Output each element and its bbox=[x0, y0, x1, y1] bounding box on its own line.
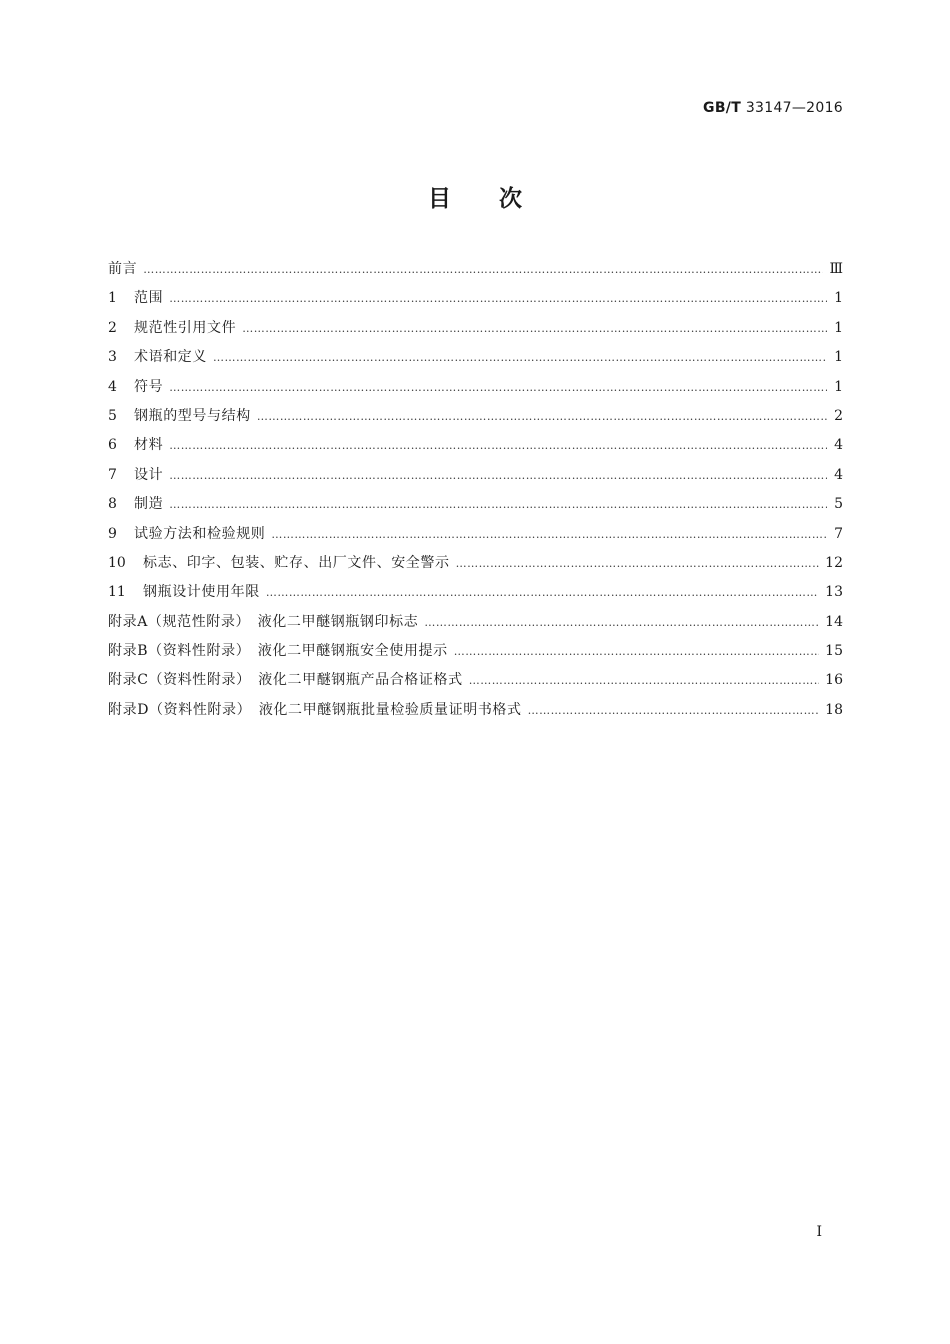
toc-entry-page: 15 bbox=[825, 643, 843, 660]
toc-entry-text: 标志、印字、包装、贮存、出厂文件、安全警示 bbox=[143, 554, 450, 571]
toc-entry-foreword[interactable] bbox=[108, 258, 843, 287]
toc-entry-text: 制造 bbox=[134, 496, 164, 513]
toc-entry-page: 7 bbox=[834, 525, 843, 542]
toc-entry-page: 14 bbox=[825, 613, 843, 630]
toc-entry-page: 5 bbox=[834, 496, 843, 513]
toc-entry-page: 1 bbox=[834, 349, 843, 366]
toc-entry-page: 1 bbox=[834, 378, 843, 395]
toc-leader-dots bbox=[528, 704, 820, 717]
toc-entry-number: 7 bbox=[108, 466, 117, 483]
toc-leader-dots bbox=[143, 263, 823, 276]
toc-leader-dots bbox=[456, 557, 820, 570]
toc-leader-dots bbox=[213, 351, 827, 364]
toc-leader-dots bbox=[242, 322, 827, 335]
toc-entry-number: 1 bbox=[108, 290, 117, 307]
toc-entry-number: 10 bbox=[108, 554, 126, 571]
toc-entry-text: 附录A（规范性附录） 液化二甲醚钢瓶钢印标志 bbox=[108, 613, 419, 630]
toc-entry-appendix-d[interactable] bbox=[108, 699, 843, 728]
toc-leader-dots bbox=[169, 498, 827, 511]
toc-entry-page: 1 bbox=[834, 290, 843, 307]
toc-entry-number: 8 bbox=[108, 496, 117, 513]
table-of-contents bbox=[108, 258, 843, 728]
toc-leader-dots bbox=[169, 439, 827, 452]
toc-entry-text: 试验方法和检验规则 bbox=[134, 525, 266, 542]
toc-entry-3[interactable] bbox=[108, 346, 843, 375]
toc-entry-number: 2 bbox=[108, 319, 117, 336]
toc-leader-dots bbox=[454, 645, 819, 658]
toc-entry-page: 4 bbox=[834, 466, 843, 483]
toc-entry-text: 范围 bbox=[134, 290, 164, 307]
toc-entry-number: 6 bbox=[108, 437, 117, 454]
standard-code-prefix: GB/T bbox=[703, 100, 742, 116]
toc-entry-text: 术语和定义 bbox=[134, 349, 207, 366]
toc-entry-number: 3 bbox=[108, 349, 117, 366]
toc-entry-8[interactable] bbox=[108, 493, 843, 522]
standard-code-number: 33147—2016 bbox=[745, 100, 843, 116]
toc-entry-appendix-b[interactable] bbox=[108, 640, 843, 669]
toc-entry-number: 4 bbox=[108, 378, 117, 395]
toc-leader-dots bbox=[169, 292, 827, 305]
toc-leader-dots bbox=[257, 410, 827, 423]
toc-entry-appendix-c[interactable] bbox=[108, 669, 843, 698]
page-number: I bbox=[816, 1224, 822, 1240]
toc-entry-10[interactable] bbox=[108, 552, 843, 581]
toc-entry-text: 钢瓶设计使用年限 bbox=[143, 584, 260, 601]
toc-leader-dots bbox=[169, 381, 827, 394]
toc-entry-number: 11 bbox=[108, 584, 126, 601]
toc-leader-dots bbox=[469, 674, 819, 687]
standard-code bbox=[703, 100, 843, 116]
toc-entry-text: 规范性引用文件 bbox=[134, 319, 237, 336]
toc-entry-page: 16 bbox=[825, 672, 843, 689]
toc-entry-appendix-a[interactable] bbox=[108, 611, 843, 640]
toc-entry-5[interactable] bbox=[108, 405, 843, 434]
toc-entry-page: 18 bbox=[825, 701, 843, 718]
toc-entry-number: 9 bbox=[108, 525, 117, 542]
toc-leader-dots bbox=[266, 586, 819, 599]
toc-entry-text: 附录B（资料性附录） 液化二甲醚钢瓶安全使用提示 bbox=[108, 643, 448, 660]
toc-entry-number: 5 bbox=[108, 407, 117, 424]
toc-entry-text: 前言 bbox=[108, 261, 138, 277]
toc-entry-text: 附录C（资料性附录） 液化二甲醚钢瓶产品合格证格式 bbox=[108, 672, 463, 689]
toc-entry-9[interactable] bbox=[108, 523, 843, 552]
page-title: 目次 bbox=[428, 185, 570, 212]
toc-entry-6[interactable] bbox=[108, 434, 843, 463]
toc-entry-text: 材料 bbox=[134, 437, 164, 454]
toc-entry-page: 1 bbox=[834, 319, 843, 336]
toc-leader-dots bbox=[169, 469, 827, 482]
toc-entry-page: 12 bbox=[825, 554, 843, 571]
toc-entry-text: 符号 bbox=[134, 378, 164, 395]
toc-entry-text: 钢瓶的型号与结构 bbox=[134, 407, 251, 424]
toc-entry-page: Ⅲ bbox=[829, 261, 843, 277]
toc-entry-page: 2 bbox=[834, 407, 843, 424]
toc-entry-11[interactable] bbox=[108, 581, 843, 610]
toc-entry-page: 13 bbox=[825, 584, 843, 601]
toc-entry-4[interactable] bbox=[108, 376, 843, 405]
toc-entry-page: 4 bbox=[834, 437, 843, 454]
toc-entry-2[interactable] bbox=[108, 317, 843, 346]
toc-entry-text: 附录D（资料性附录） 液化二甲醚钢瓶批量检验质量证明书格式 bbox=[108, 701, 522, 718]
toc-entry-7[interactable] bbox=[108, 464, 843, 493]
toc-leader-dots bbox=[424, 616, 819, 629]
toc-entry-1[interactable] bbox=[108, 287, 843, 316]
toc-leader-dots bbox=[271, 528, 827, 541]
toc-entry-text: 设计 bbox=[134, 466, 164, 483]
